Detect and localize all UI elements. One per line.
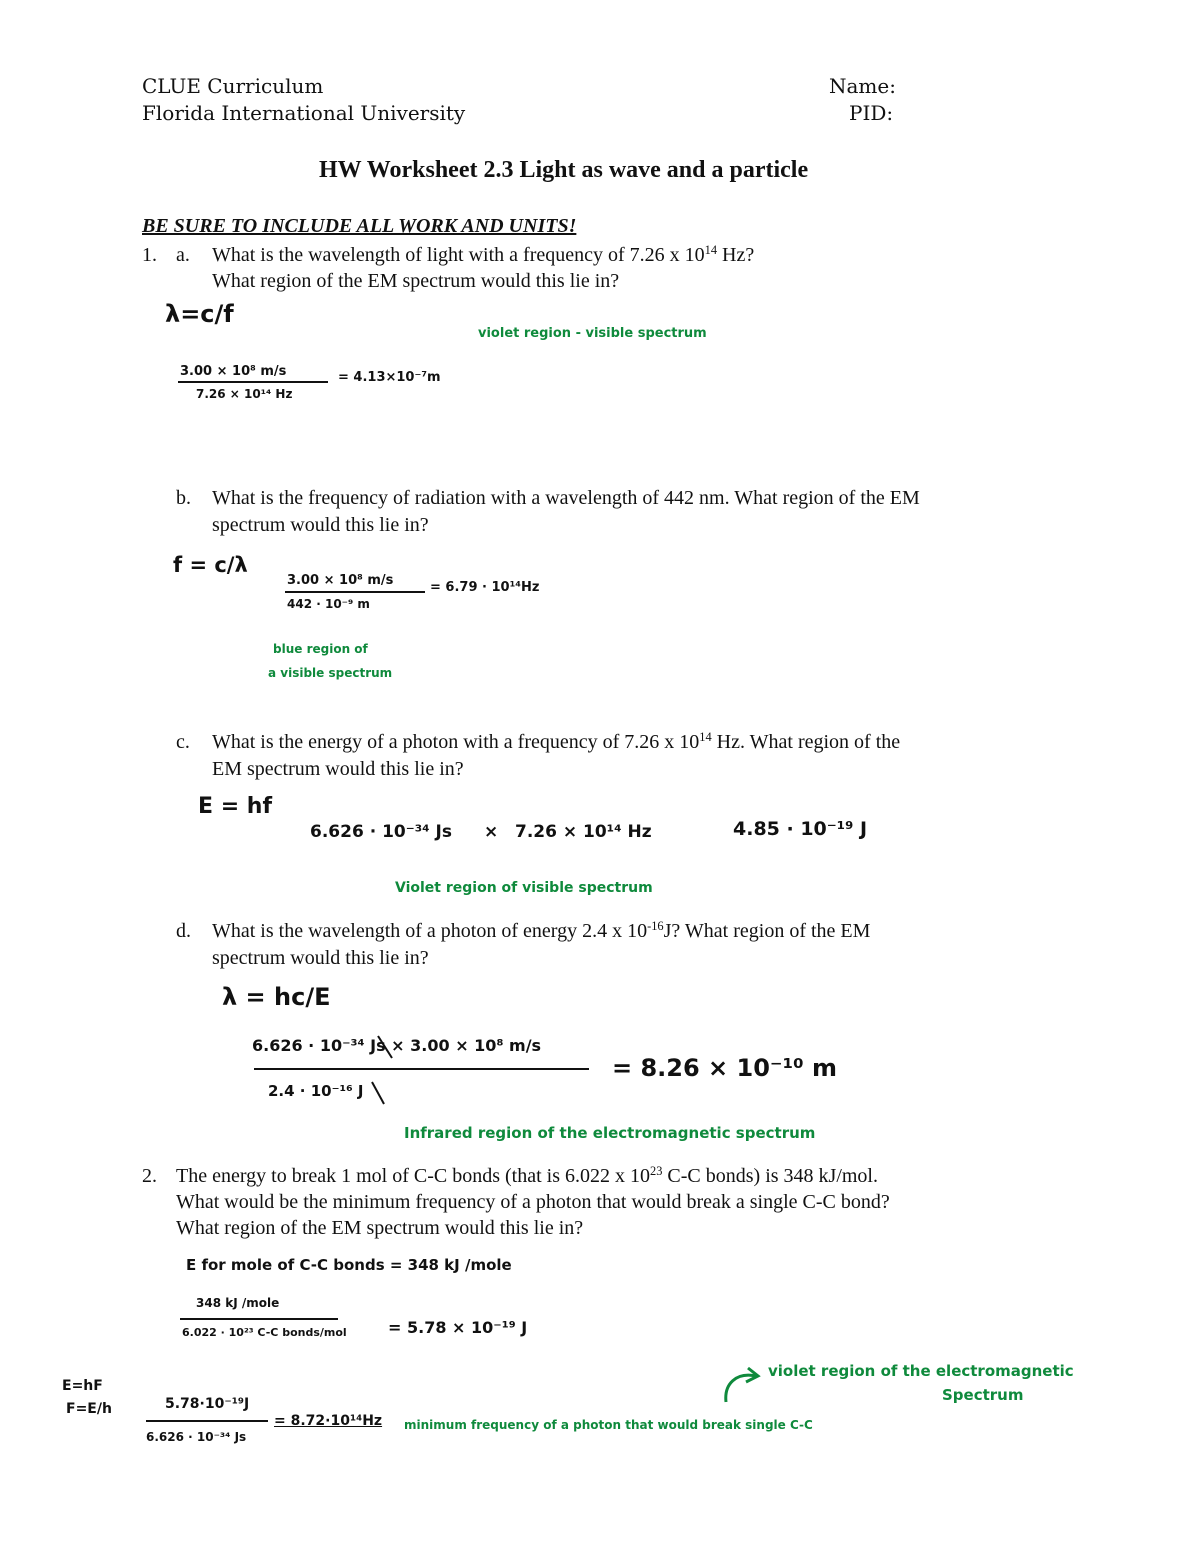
answer-1b-numerator: 3.00 × 10⁸ m/s [287, 573, 394, 588]
strike-mark [372, 1082, 384, 1104]
question-1d-line1: What is the wavelength of a photon of energy 2.4 x $10^{-16}J$? What region of the EM [212, 919, 871, 942]
answer-1a-denominator: 7.26 × 10¹⁴ Hz [196, 387, 293, 401]
fraction-line [285, 591, 425, 593]
arrow-icon [726, 1375, 756, 1402]
question-1b-line2: spectrum would this lie in? [212, 514, 429, 536]
answer-1d-denominator: 2.4 · 10⁻¹⁶ J [268, 1082, 364, 1100]
question-1a-line2: What region of the EM spectrum would this lie in? [212, 270, 620, 292]
question-1d-line2: spectrum would this lie in? [212, 947, 429, 969]
answer-1a-numerator: 3.00 × 10⁸ m/s [180, 364, 287, 379]
question-1d-letter: d. [176, 920, 191, 942]
course-name: CLUE Curriculum [142, 74, 324, 98]
answer-2-minimum-frequency: minimum frequency of a photon that would break single C-C [404, 1418, 813, 1432]
answer-1d-numerator: 6.626 · 10⁻³⁴ Js × 3.00 × 10⁸ m/s [252, 1036, 542, 1055]
answer-1a-result: = 4.13×10⁻⁷m [338, 370, 441, 385]
answer-1d-result: = 8.26 × 10⁻¹⁰ m [612, 1054, 837, 1082]
pid-label: PID: [849, 101, 894, 125]
name-label: Name: [829, 74, 896, 98]
question-1b-line1: What is the frequency of radiation with a wavelength of 442 nm. What region of the EM [212, 487, 920, 509]
page-title: HW Worksheet 2.3 Light as wave and a particle [319, 157, 809, 183]
question-2-number: 2. [142, 1165, 157, 1187]
answer-1d-region: Infrared region of the electromagnetic spectrum [404, 1124, 816, 1142]
question-1a-line1: What is the wavelength of light with a frequency of 7.26 x $10^{14}$ Hz? [212, 243, 755, 266]
answer-1a-formula: λ=c/f [165, 300, 234, 328]
answer-1c-times: × [484, 822, 499, 842]
answer-1c-result: 4.85 · 10⁻¹⁹ J [733, 818, 868, 840]
answer-2-region-line2: Spectrum [942, 1386, 1024, 1404]
answer-1b-denominator: 442 · 10⁻⁹ m [287, 597, 370, 611]
question-2-line2: What would be the minimum frequency of a photon that would break a single C-C bond? [176, 1191, 890, 1213]
question-1b-letter: b. [176, 487, 191, 509]
answer-1a-region: violet region - visible spectrum [478, 326, 707, 341]
question-1-number: 1. [142, 244, 157, 266]
answer-2-denominator: 6.022 · 10²³ C-C bonds/mol [182, 1326, 347, 1339]
answer-1b-result: = 6.79 · 10¹⁴Hz [430, 580, 540, 595]
fraction-line [146, 1420, 268, 1422]
fraction-line [180, 1318, 338, 1320]
question-2-line1: The energy to break 1 mol of C-C bonds (that is 6.022 x $10^{23}$ C-C bonds) is 348 kJ/mol. [176, 1164, 878, 1187]
answer-2-numerator2: 5.78·10⁻¹⁹J [165, 1396, 250, 1412]
answer-2-result: = 5.78 × 10⁻¹⁹ J [388, 1318, 528, 1337]
answer-2-numerator: 348 kJ /mole [196, 1296, 280, 1310]
answer-1d-formula: λ = hc/E [222, 983, 331, 1011]
fraction-line [254, 1068, 589, 1070]
answer-2-side-formula1: E=hF [62, 1378, 103, 1394]
answer-2-side-formula2: F=E/h [66, 1401, 112, 1417]
question-1c-line1: What is the energy of a photon with a frequency of 7.26 x $10^{14}$ Hz. What region of the [212, 730, 901, 753]
answer-1c-formula: E = hf [198, 794, 273, 819]
question-1a-letter: a. [176, 244, 190, 266]
answer-1c-planck: 6.626 · 10⁻³⁴ Js [310, 822, 452, 842]
university-name: Florida International University [142, 101, 466, 125]
arrow-head-icon [746, 1368, 758, 1382]
instruction-text: BE SURE TO INCLUDE ALL WORK AND UNITS! [142, 215, 577, 237]
question-1c-line2: EM spectrum would this lie in? [212, 758, 464, 780]
answer-1b-region-line2: a visible spectrum [268, 666, 393, 680]
answer-2-energy-per-mole: E for mole of C-C bonds = 348 kJ /mole [186, 1256, 512, 1274]
question-1c-letter: c. [176, 731, 190, 753]
answer-2-denominator2: 6.626 · 10⁻³⁴ Js [146, 1430, 247, 1444]
answer-1c-region: Violet region of visible spectrum [395, 880, 653, 896]
fraction-line [178, 381, 328, 383]
answer-1b-region-line1: blue region of [273, 642, 368, 656]
answer-2-region-line1: violet region of the electromagnetic [768, 1362, 1074, 1380]
answer-1c-frequency: 7.26 × 10¹⁴ Hz [515, 822, 652, 842]
answer-1b-formula: f = c/λ [173, 553, 248, 577]
answer-2-result2: = 8.72·10¹⁴Hz [274, 1413, 383, 1429]
question-2-line3: What region of the EM spectrum would this lie in? [176, 1217, 584, 1239]
